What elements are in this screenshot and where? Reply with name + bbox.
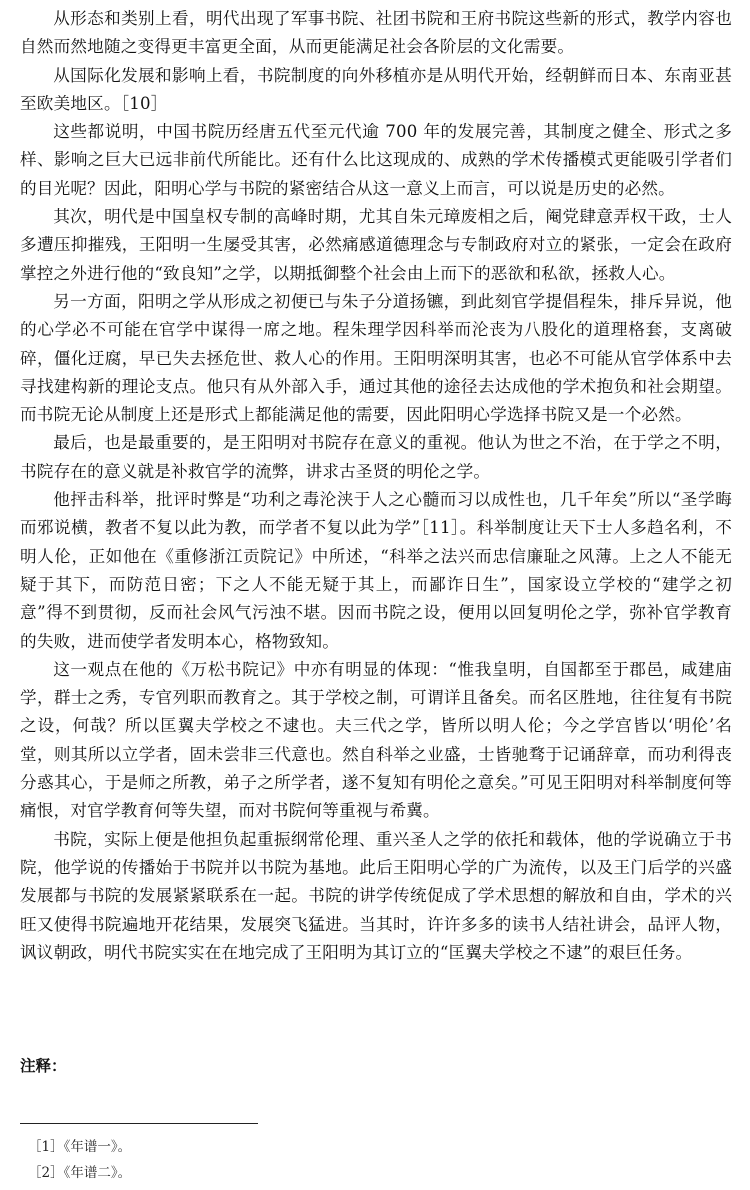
footnote-item: ［2］《年谱二》。 bbox=[28, 1165, 132, 1181]
body-text bbox=[20, 5, 732, 967]
paragraph: 其次，明代是中国皇权专制的高峰时期，尤其自朱元璋废相之后，阉党肆意弄权干政，士人多遭压抑摧残，王阳明一生屡受其害，必然痛感道德理念与专制政府对立的紧张，一定会在政府掌控之外进行他的“致良知”之学，以期抵御整个社会由上而下的恶欲和私欲，拯救人心。 bbox=[20, 207, 732, 283]
paragraph: 另一方面，阳明之学从形成之初便已与朱子分道扬镳，到此刻官学提倡程朱，排斥异说，他的心学必不可能在官学中谋得一席之地。程朱理学因科举而沦丧为八股化的道理格套，支离破碎，僵化迂腐，早已失去拯危世、救人心的作用。王阳明深明其害，也必不可能从官学体系中去寻找建构新的理论支点。他只有从外部入手，通过其他的途径去达成他的学术抱负和社会期望。而书院无论从制度上还是形式上都能满足他的需要，因此阳明心学选择书院又是一个必然。 bbox=[20, 291, 732, 425]
paragraph: 这一观点在他的《万松书院记》中亦有明显的体现：“惟我皇明，自国都至于郡邑，咸建庙学，群士之秀，专官列职而教育之。其于学校之制，可谓详且备矣。而名区胜地，往往复有书院之设，何哉？所以匡翼夫学校之不逮也。夫三代之学，皆所以明人伦；今之学宫皆以‘明伦’名堂，则其所以立学者，固未尝非三代意也。然自科举之业盛，士皆驰骛于记诵辞章，而功利得丧分惑其心，于是师之所教，弟子之所学者，遂不复知有明伦之意矣。”可见王阳明对科举制度何等痛恨，对官学教育何等失望，而对书院何等重视与希冀。 bbox=[20, 659, 732, 821]
paragraph: 最后，也是最重要的，是王阳明对书院存在意义的重视。他认为世之不治，在于学之不明，书院存在的意义就是补救官学的流弊，讲求古圣贤的明伦之学。 bbox=[20, 433, 732, 481]
paragraph: 这些都说明，中国书院历经唐五代至元代逾 700 年的发展完善，其制度之健全、形式之多样、影响之巨大已远非前代所能比。还有什么比这现成的、成熟的学术传播模式更能吸引学者们的目光呢？因此，阳明心学与书院的紧密结合从这一意义上而言，可以说是历史的必然。 bbox=[20, 122, 732, 198]
footnote-item: ［1］《年谱一》。 bbox=[28, 1139, 132, 1155]
footnote-list bbox=[28, 1134, 131, 1186]
footnote-divider bbox=[20, 1123, 258, 1124]
paragraph: 从形态和类别上看，明代出现了军事书院、社团书院和王府书院这些新的形式，教学内容也自然而然地随之变得更丰富更全面，从而更能满足社会各阶层的文化需要。 bbox=[20, 9, 732, 57]
notes-heading: 注释： bbox=[20, 1057, 67, 1075]
paragraph: 书院，实际上便是他担负起重振纲常伦理、重兴圣人之学的依托和载体，他的学说确立于书院，他学说的传播始于书院并以书院为基地。此后王阳明心学的广为流传，以及王门后学的兴盛发展都与书院的发展紧紧联系在一起。书院的讲学传统促成了学术思想的解放和自由，学术的兴旺又使得书院遍地开花结果，发展突飞猛进。当其时，许许多多的读书人结社讲会，品评人物，讽议朝政，明代书院实实在在地完成了王阳明为其订立的“匡翼夫学校之不逮”的艰巨任务。 bbox=[20, 829, 732, 962]
paragraph: 从国际化发展和影响上看，书院制度的向外移植亦是从明代开始，经朝鲜而日本、东南亚甚至欧美地区。［10］ bbox=[20, 65, 732, 113]
paragraph: 他抨击科举，批评时弊是“功利之毒沦浃于人之心髓而习以成性也，几千年矣”所以“圣学晦而邪说横，教者不复以此为教，而学者不复以此为学”［11］。科举制度让天下士人多趋名利，不明人伦，正如他在《重修浙江贡院记》中所述，“科举之法兴而忠信廉耻之风薄。上之人不能无疑于其下，而防范日密；下之人不能无疑于其上，而鄙诈日生”，国家设立学校的“建学之初意”得不到贯彻，反而社会风气污浊不堪。因而书院之设，便用以回复明伦之学，弥补官学教育的失败，进而使学者发明本心，格物致知。 bbox=[20, 490, 732, 651]
